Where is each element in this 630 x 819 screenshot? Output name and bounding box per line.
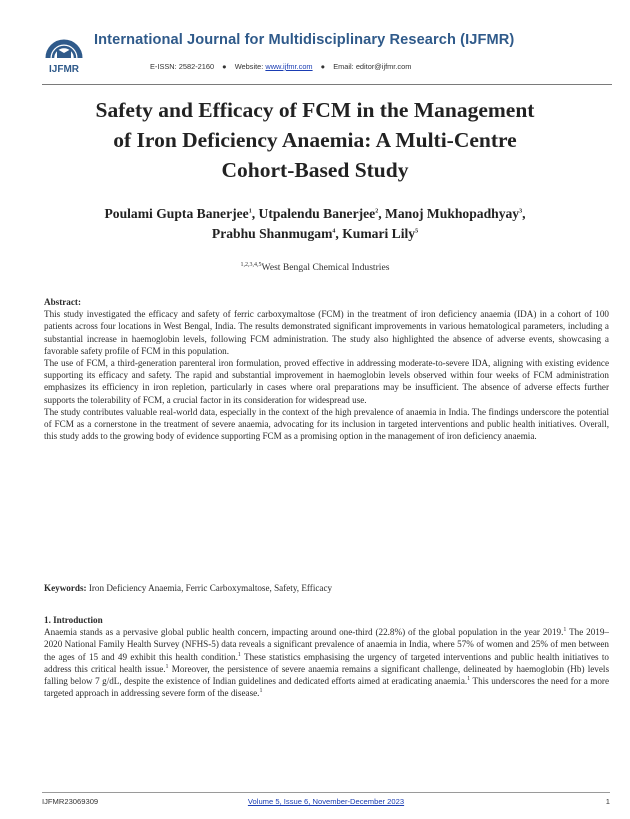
intro-sentence: Anaemia stands as a pervasive global public health concern, impacting around one-third (22.8%) of the global population in the year 2019. xyxy=(44,627,564,638)
affiliation xyxy=(30,262,600,273)
author-separator: , xyxy=(522,206,526,221)
author-affil-mark: 2 xyxy=(375,208,379,215)
abstract-paragraph: The use of FCM, a third-generation parenteral iron formulation, proved effective in addressing moderate-to-severe IDA, aligning with existing evidence supporting its efficacy and safety. The rapid and substantial improvement in haemoglobin levels observed within four weeks of FCM administration emphasizes its efficiency in iron repletion, particularly in cases where oral preparations may be insufficient. The absence of adverse effects further supports the tolerability of FCM, a crucial factor in its consideration for widespread use. xyxy=(44,358,609,405)
abstract-paragraph: The study contributes valuable real-world data, especially in the context of the high prevalence of anaemia in India. The findings underscore the potential of FCM as a cornerstone in the treatment of severe anaemia, advocating for its inclusion in targeted interventions and public health initiatives. Overall, this study adds to the growing body of evidence supporting FCM as a promising option in the management of iron deficiency anaemia. xyxy=(44,406,609,442)
citation-ref: 1 xyxy=(237,651,241,658)
journal-abbr: (IJFMR) xyxy=(460,32,515,48)
keywords-section xyxy=(44,582,609,594)
journal-name: International Journal for Multidisciplinary Research xyxy=(94,32,457,48)
paper-id: IJFMR23069309 xyxy=(42,797,99,806)
title-line: Safety and Efficacy of FCM in the Management xyxy=(95,98,535,122)
abstract-heading: Abstract: xyxy=(44,297,81,307)
citation-ref: 1 xyxy=(165,663,169,670)
contact-line xyxy=(150,62,411,71)
header-divider xyxy=(42,84,612,85)
bullet-separator: ● xyxy=(222,62,227,71)
keywords-text: Iron Deficiency Anaemia, Ferric Carboxymaltose, Safety, Efficacy xyxy=(88,583,333,593)
introduction-paragraph xyxy=(44,626,609,699)
keywords-label: Keywords: xyxy=(44,583,87,593)
intro-sentence: Moreover, the persistence of severe anaemia remains a significant challenge, delineated by haemoglobin (Hb) levels falling below 7 g/dL, despite the existence of Indian guidelines and dedicated efforts aimed at eradicating anaemia. xyxy=(44,663,609,687)
author-name: Utpalendu Banerjee xyxy=(258,206,376,221)
author-affil-mark: 5 xyxy=(415,228,419,235)
citation-ref: 1 xyxy=(467,675,471,682)
page-footer xyxy=(42,797,610,809)
logo-text: IJFMR xyxy=(49,64,79,75)
intro-sentence: This underscores the need for a more targeted approach in addressing severe form of the disease. xyxy=(44,676,610,699)
email-label: Email: xyxy=(333,62,354,71)
author-name: Prabhu Shanmugam xyxy=(211,226,333,241)
author-separator: , xyxy=(335,226,343,241)
page-number: 1 xyxy=(605,797,610,806)
author-separator: , xyxy=(251,206,259,221)
title-line: Cohort-Based Study xyxy=(221,158,409,182)
affiliation-marks: 1,2,3,4,5 xyxy=(240,261,262,268)
author-name: Poulami Gupta Banerjee xyxy=(104,206,249,221)
paper-title xyxy=(30,95,600,185)
title-line: of Iron Deficiency Anaemia: A Multi-Centre xyxy=(113,128,517,152)
volume-info: Volume 5, Issue 6, November-December 2023 xyxy=(247,797,405,806)
introduction-heading: 1. Introduction xyxy=(44,615,103,625)
author-name: Manoj Mukhopadhyay xyxy=(385,206,520,221)
author-affil-mark: 4 xyxy=(332,228,336,235)
author-separator: , xyxy=(378,206,386,221)
bullet-separator: ● xyxy=(320,62,326,71)
abstract-paragraph: This study investigated the efficacy and safety of ferric carboxymaltose (FCM) in the treatment of iron deficiency anaemia (IDA) in a cohort of 100 patients across four locations in West Bengal, India. The results demonstrated significant improvements in various hematological parameters, including a substantial increase in haemoglobin levels, following FCM administration. The study also highlighted the absence of adverse events, showcasing a favorable safety profile of FCM in this population. xyxy=(44,309,609,356)
journal-header xyxy=(42,26,612,82)
intro-sentence: These statistics emphasising the urgency of targeted interventions and public health initiatives to address this critical health issue. xyxy=(44,651,609,674)
footer-divider xyxy=(42,792,610,793)
author-line xyxy=(30,204,600,224)
journal-logo xyxy=(42,28,86,80)
website-link[interactable]: www.ijfmr.com xyxy=(265,62,313,71)
affiliation-name: West Bengal Chemical Industries xyxy=(261,262,390,273)
author-name: Kumari Lily xyxy=(342,226,416,241)
intro-sentence: The 2019–2020 National Family Health Survey (NFHS-5) data reveals a significant prevalence of anaemia in India, where 57% of women and 25% of men between the ages of 15 and 49 exhibit this health condition. xyxy=(44,627,609,662)
website-label: Website: xyxy=(234,62,264,71)
citation-ref: 1 xyxy=(563,627,567,634)
eissn: E-ISSN: 2582-2160 xyxy=(150,62,215,71)
abstract-section xyxy=(44,296,609,442)
citation-ref: 1 xyxy=(259,688,263,695)
author-affil-mark: 1 xyxy=(248,208,252,215)
journal-title xyxy=(94,32,514,48)
author-line xyxy=(30,224,600,244)
email-address[interactable]: editor@ijfmr.com xyxy=(355,62,412,71)
author-list xyxy=(30,204,600,244)
author-affil-mark: 3 xyxy=(519,208,523,215)
introduction-section xyxy=(44,614,609,699)
